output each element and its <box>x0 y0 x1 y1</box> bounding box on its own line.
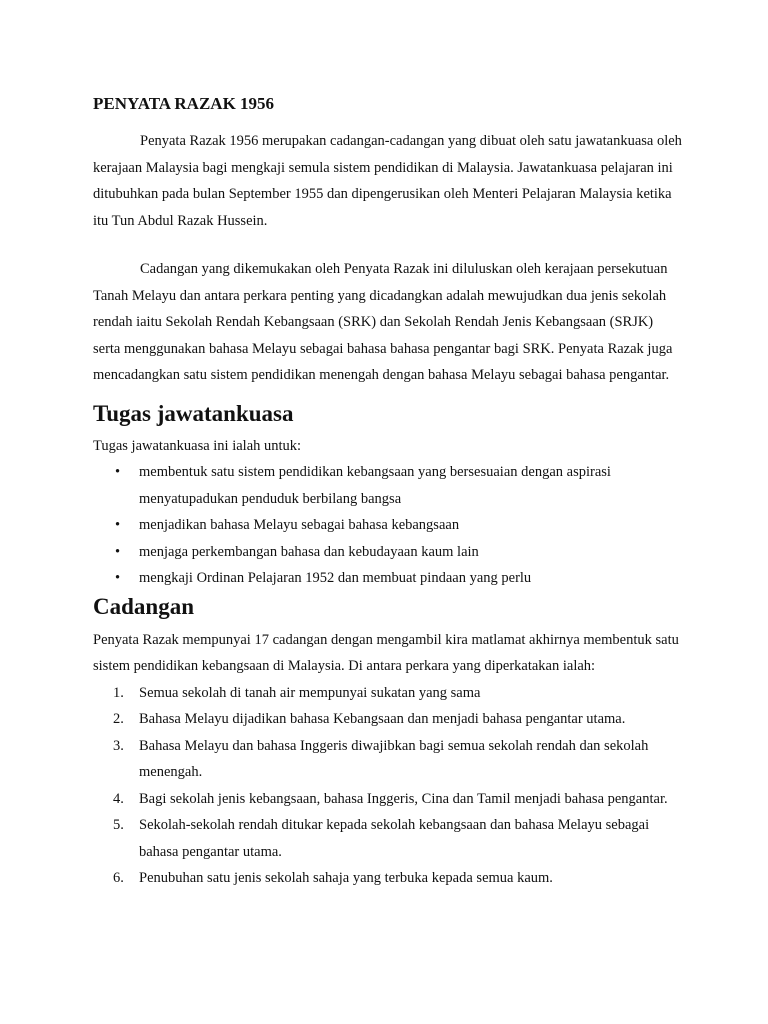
tugas-lead: Tugas jawatankuasa ini ialah untuk: <box>93 437 302 454</box>
list-item-number: 3. <box>113 737 124 754</box>
list-item-number: 4. <box>113 790 124 807</box>
list-item-text: Penubuhan satu jenis sekolah sahaja yang terbuka kepada semua kaum. <box>139 870 553 886</box>
heading-cadangan: Cadangan <box>93 593 194 619</box>
list-item <box>93 786 683 813</box>
cadangan-lead: Penyata Razak mempunyai 17 cadangan dengan mengambil kira matlamat akhirnya membentuk satu sistem pendidikan kebangsaan di Malaysia. Di antara perkara yang diperkatakan ialah: <box>93 631 679 674</box>
list-item <box>93 865 683 892</box>
list-item-text: menjaga perkembangan bahasa dan kebudayaan kaum lain <box>139 543 479 560</box>
list-item <box>93 459 683 512</box>
list-item-text: menjadikan bahasa Melayu sebagai bahasa kebangsaan <box>139 517 460 533</box>
list-item-text: Bagi sekolah jenis kebangsaan, bahasa Inggeris, Cina dan Tamil menjadi bahasa pengantar. <box>139 790 668 807</box>
intro-paragraph-1: Penyata Razak 1956 merupakan cadangan-cadangan yang dibuat oleh satu jawatankuasa oleh kerajaan Malaysia bagi mengkaji semula sistem pendidikan di Malaysia. Jawatankuasa pelajaran ini ditubuhkan pada bulan September 1955 dan dipengerusikan oleh Menteri Pelajaran Malaysia ketika itu Tun Abdul Razak Hussein. <box>93 133 682 229</box>
list-item-text: mengkaji Ordinan Pelajaran 1952 dan membuat pindaan yang perlu <box>139 570 532 586</box>
intro-paragraph-2: Cadangan yang dikemukakan oleh Penyata Razak ini diluluskan oleh kerajaan persekutuan Tanah Melayu dan antara perkara penting yang dicadangkan adalah mewujudkan dua jenis sekolah rendah iaitu Sekolah Rendah Kebangsaan (SRK) dan Sekolah Rendah Jenis Kebangsaan (SRJK) serta menggunakan bahasa Melayu sebagai bahasa bahasa pengantar bagi SRK. Penyata Razak juga mencadangkan satu sistem pendidikan menengah dengan bahasa Melayu sebagai bahasa pengantar. <box>93 261 673 383</box>
list-item <box>93 680 683 707</box>
bullet-icon: • <box>115 570 121 586</box>
document-title: PENYATA RAZAK 1956 <box>93 94 275 113</box>
list-item-number: 2. <box>113 711 124 727</box>
list-item-text: Sekolah-sekolah rendah ditukar kepada sekolah kebangsaan dan bahasa Melayu sebagai bahasa pengantar utama. <box>139 817 650 860</box>
list-item-number: 5. <box>113 817 124 833</box>
bullet-icon: • <box>115 464 121 480</box>
list-item <box>93 706 683 733</box>
list-item-number: 6. <box>113 870 124 886</box>
list-item-text: membentuk satu sistem pendidikan kebangsaan yang bersesuaian dengan aspirasi menyatupadukan penduduk berbilang bangsa <box>139 464 611 507</box>
list-item <box>93 812 683 865</box>
cadangan-numbered-list <box>93 680 683 892</box>
paragraph-gap <box>93 234 683 256</box>
list-item-text: Bahasa Melayu dijadikan bahasa Kebangsaan dan menjadi bahasa pengantar utama. <box>139 711 626 727</box>
list-item-number: 1. <box>113 684 124 701</box>
list-item <box>93 565 683 592</box>
heading-tugas-jawatankuasa: Tugas jawatankuasa <box>93 400 294 426</box>
tugas-bullet-list <box>93 459 683 592</box>
list-item <box>93 512 683 539</box>
bullet-icon: • <box>115 543 121 560</box>
list-item <box>93 539 683 566</box>
list-item-text: Semua sekolah di tanah air mempunyai sukatan yang sama <box>139 684 481 701</box>
list-item <box>93 733 683 786</box>
document-body <box>93 94 683 892</box>
bullet-icon: • <box>115 517 121 533</box>
list-item-text: Bahasa Melayu dan bahasa Inggeris diwajibkan bagi semua sekolah rendah dan sekolah menengah. <box>139 737 649 780</box>
